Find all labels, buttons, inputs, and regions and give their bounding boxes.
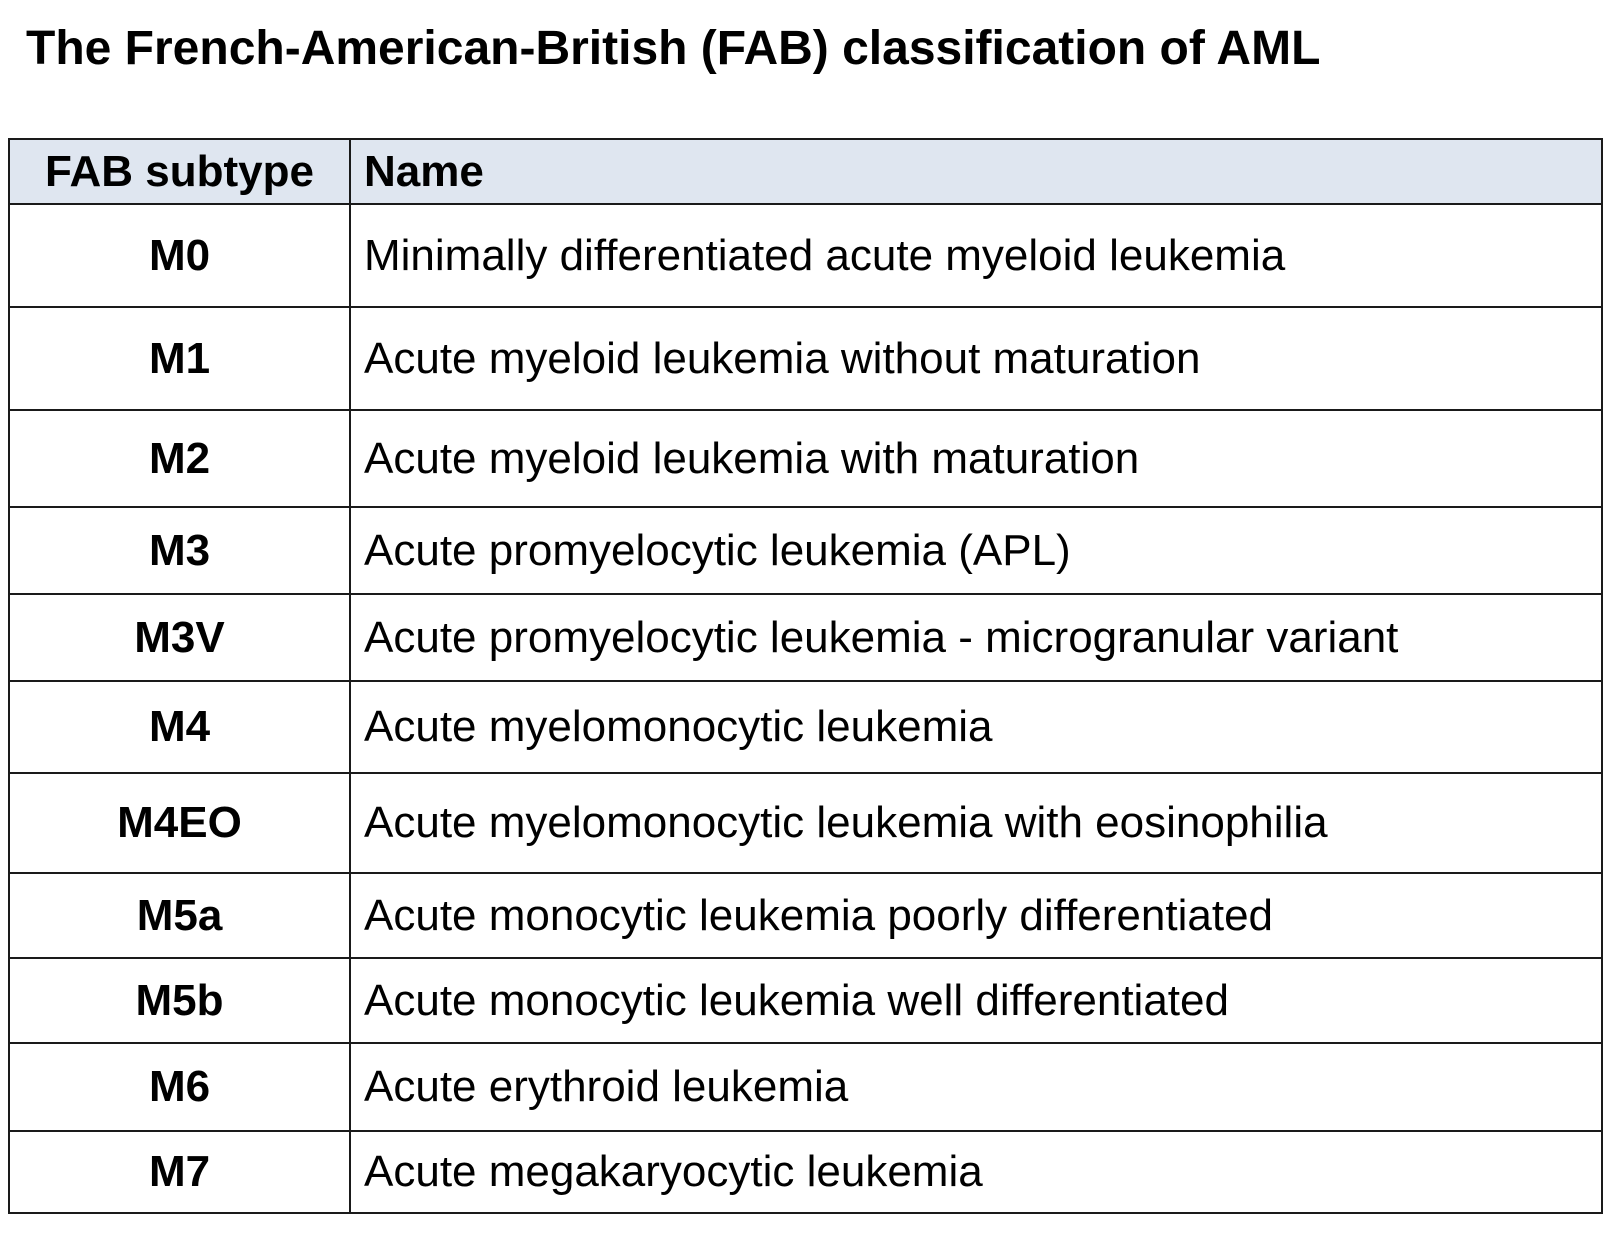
table-row [9,204,1602,307]
fab-subtype-cell: M5a [9,873,350,958]
table-row [9,681,1602,773]
subtype-name-cell: Acute monocytic leukemia poorly differentiated [350,873,1602,958]
fab-subtype-cell: M5b [9,958,350,1043]
fab-subtype-cell: M7 [9,1131,350,1213]
table-row [9,410,1602,507]
fab-classification-table [8,138,1603,1214]
subtype-name-cell: Acute myelomonocytic leukemia [350,681,1602,773]
table-body [9,204,1602,1213]
fab-subtype-cell: M0 [9,204,350,307]
header-row [9,139,1602,204]
table-row [9,507,1602,594]
table-header [9,139,1602,204]
subtype-name-cell: Acute promyelocytic leukemia - microgranular variant [350,594,1602,681]
table-row [9,1043,1602,1131]
table-row [9,773,1602,873]
fab-subtype-cell: M6 [9,1043,350,1131]
subtype-name-cell: Acute erythroid leukemia [350,1043,1602,1131]
page-title: The French-American-British (FAB) classification of AML [26,22,1321,75]
table-row [9,958,1602,1043]
fab-subtype-cell: M2 [9,410,350,507]
subtype-name-cell: Acute megakaryocytic leukemia [350,1131,1602,1213]
column-header-name: Name [350,139,1602,204]
subtype-name-cell: Acute monocytic leukemia well differentiated [350,958,1602,1043]
table-row [9,873,1602,958]
subtype-name-cell: Acute myeloid leukemia without maturation [350,307,1602,410]
subtype-name-cell: Acute myeloid leukemia with maturation [350,410,1602,507]
fab-subtype-cell: M4 [9,681,350,773]
fab-subtype-cell: M3 [9,507,350,594]
column-header-fab-subtype: FAB subtype [9,139,350,204]
subtype-name-cell: Acute promyelocytic leukemia (APL) [350,507,1602,594]
fab-subtype-cell: M4EO [9,773,350,873]
table-row [9,1131,1602,1213]
fab-subtype-cell: M3V [9,594,350,681]
subtype-name-cell: Acute myelomonocytic leukemia with eosinophilia [350,773,1602,873]
fab-subtype-cell: M1 [9,307,350,410]
subtype-name-cell: Minimally differentiated acute myeloid leukemia [350,204,1602,307]
table-row [9,307,1602,410]
table-row [9,594,1602,681]
